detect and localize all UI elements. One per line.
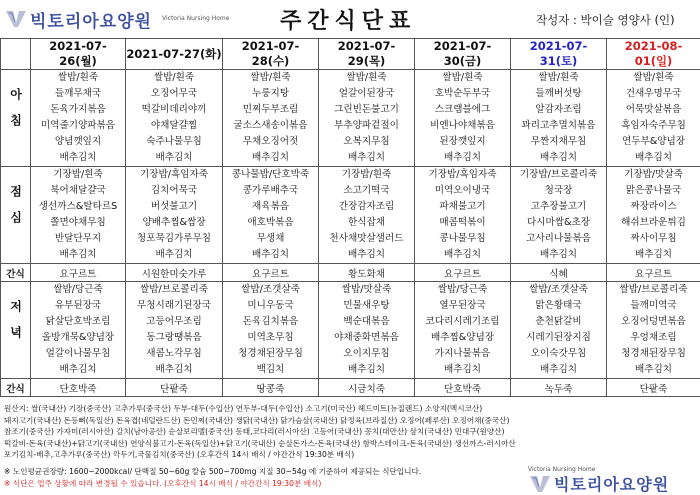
menu-cell — [31, 70, 126, 167]
day-header: 2021-07-27(화) — [126, 39, 223, 70]
menu-item: 오징어무국 — [126, 86, 222, 102]
day-header-saturday: 2021-07-31(토) — [511, 39, 607, 70]
menu-item: 미역초무침 — [223, 330, 318, 346]
menu-item: 배추김치 — [607, 150, 700, 166]
menu-item: 알감자조림 — [511, 102, 606, 118]
menu-table — [0, 38, 700, 397]
menu-item: 가지나물볶음 — [415, 346, 510, 362]
snack-cell: 요구르트 — [223, 264, 319, 282]
menu-item: 배추김치 — [31, 362, 125, 378]
menu-item: 기장밥/흑임자죽 — [415, 167, 510, 183]
menu-item: 기장밥/흰죽 — [31, 167, 125, 183]
menu-item: 콩나물무침 — [415, 231, 510, 247]
menu-item: 쌀밥/맛살죽 — [319, 282, 414, 298]
menu-cell — [319, 70, 415, 167]
snack-cell: 시원한미숫가루 — [126, 264, 223, 282]
day-header: 2021-07-28(수) — [223, 39, 319, 70]
menu-item: 천사채맛살샐러드 — [319, 231, 414, 247]
menu-item: 배추김치 — [31, 247, 125, 263]
menu-item: 쌀밥/흰죽 — [126, 70, 222, 86]
menu-item: 돈육가지볶음 — [31, 102, 125, 118]
menu-item: 재육볶음 — [223, 199, 318, 215]
notes — [4, 466, 484, 489]
snack-cell: 단호박죽 — [415, 379, 511, 397]
meal-label-snack: 간식 — [1, 379, 31, 397]
menu-item: 배추김치 — [607, 247, 700, 263]
snack2-row — [1, 379, 700, 397]
menu-item: 꽈리고추멸치볶음 — [511, 118, 606, 134]
menu-item: 쌀밥/조갯살죽 — [223, 282, 318, 298]
snack-cell: 요구르트 — [415, 264, 511, 282]
meal-label-dinner: 저녁 — [1, 282, 31, 379]
menu-item: 돈육김치볶음 — [223, 314, 318, 330]
menu-item: 시레기된장지짐 — [511, 330, 606, 346]
menu-item: 쌀밥/당근죽 — [415, 282, 510, 298]
snack-cell: 단팥죽 — [607, 379, 700, 397]
menu-item: 배추김치 — [319, 247, 414, 263]
logo — [4, 5, 244, 33]
menu-item: 배추김치 — [126, 362, 222, 378]
menu-item: 해쉬브라운튀김 — [607, 215, 700, 231]
menu-cell — [223, 70, 319, 167]
snack-cell: 황도화채 — [319, 264, 415, 282]
menu-item: 들깨무채국 — [31, 86, 125, 102]
menu-item: 짜장라이스 — [607, 199, 700, 215]
menu-item: 애호박볶음 — [223, 215, 318, 231]
menu-item: 고사리나물볶음 — [511, 231, 606, 247]
origin-line: 원산지: 쌀(국내산) 기장(중국산) 고추가루(중국산) 두부-대두(수입산) 연두부-대두(수입산) 소고기(미국산) 헤드미트(뉴질랜드) 소양지(멕시코산) — [4, 403, 696, 415]
menu-item: 동그랑땡볶음 — [126, 330, 222, 346]
change-note: ※ 식단은 업주 상황에 따라 변경될 수 있습니다. (오후간식 14시 배식 / 야간간식 19:30분 배식) — [4, 478, 484, 490]
snack-cell: 시금치죽 — [319, 379, 415, 397]
menu-item: 생선까스&탈타르S — [31, 199, 125, 215]
snack1-row — [1, 264, 700, 282]
menu-cell — [319, 282, 415, 379]
menu-item: 민찌두부조림 — [223, 102, 318, 118]
menu-item: 매콤떡볶이 — [415, 215, 510, 231]
menu-item: 스크램블에그 — [415, 102, 510, 118]
menu-item: 누룽지탕 — [223, 86, 318, 102]
menu-item: 연두부&양념장 — [607, 134, 700, 150]
menu-item: 오복지무침 — [319, 134, 414, 150]
lunch-row — [1, 167, 700, 264]
menu-cell — [223, 167, 319, 264]
menu-cell — [126, 167, 223, 264]
menu-item: 쌀밥/흰죽 — [319, 70, 414, 86]
snack-cell: 요구르트 — [31, 264, 126, 282]
menu-cell — [415, 282, 511, 379]
origin-line: 참조기(중국산) 가자미(러시아산) 갈치(남아공산) 순살보리멜(중국산) 동태,코다리(러시아산) 고등어(국내산) 꽁치(대만산) 삼치(국내산) 민대구(원양산) — [4, 426, 696, 438]
corner-cell — [1, 39, 31, 70]
menu-item: 얼갈이된장국 — [319, 86, 414, 102]
logo-icon — [528, 472, 552, 494]
menu-item: 야채중화면볶음 — [319, 330, 414, 346]
menu-item: 춘천닭갈비 — [511, 314, 606, 330]
menu-item: 무짠지채무침 — [511, 134, 606, 150]
menu-item: 유부된장국 — [31, 298, 125, 314]
menu-item: 기장밥/맛살죽 — [607, 167, 700, 183]
menu-item: 배추김치 — [126, 247, 222, 263]
menu-item: 다시마쌈&초장 — [511, 215, 606, 231]
menu-item: 쌀밥/당근죽 — [31, 282, 125, 298]
menu-item: 청국장 — [511, 183, 606, 199]
menu-item: 들깨미역국 — [607, 298, 700, 314]
menu-cell — [607, 70, 700, 167]
menu-cell — [126, 70, 223, 167]
menu-item: 무채오징어젓 — [223, 134, 318, 150]
menu-item: 우엉채조림 — [607, 330, 700, 346]
day-header-sunday: 2021-08-01(일) — [607, 39, 700, 70]
menu-item: 호박순두부국 — [415, 86, 510, 102]
snack-cell: 녹두죽 — [511, 379, 607, 397]
menu-cell — [415, 167, 511, 264]
menu-item: 미역줄기양파볶음 — [31, 118, 125, 134]
menu-item: 비엔나야채볶음 — [415, 118, 510, 134]
menu-item: 배추김치 — [511, 247, 606, 263]
menu-item: 얼갈이나물무침 — [31, 346, 125, 362]
origin-line: 돼지고기(국내산) 돈등뼈(독일산) 돈육겹(네덜란드산) 돈민찌(국내산) 생닭(국내산) 닭가슴살(국내산) 닭정육(브라질산) 오징어(페루산) 오징어채(중국산) — [4, 415, 696, 427]
author-line: 작성자 : 박이슬 영양사 (인) — [536, 12, 675, 28]
footer-logo — [528, 466, 698, 492]
menu-item: 배추김치 — [319, 150, 414, 166]
menu-item: 고추장불고기 — [511, 199, 606, 215]
menu-cell — [31, 167, 126, 264]
menu-item: 배추김치 — [31, 150, 125, 166]
snack-cell: 땅콩죽 — [223, 379, 319, 397]
menu-item: 떡갈비데리야끼 — [126, 102, 222, 118]
menu-item: 야채달걀찜 — [126, 118, 222, 134]
menu-item: 무생채 — [223, 231, 318, 247]
logo-name: 빅토리아요양원 — [554, 472, 669, 495]
menu-item: 백순대볶음 — [319, 314, 414, 330]
menu-cell — [511, 70, 607, 167]
menu-item: 배추김치 — [415, 247, 510, 263]
menu-item: 쌀밥/브로콜리죽 — [126, 282, 222, 298]
menu-item: 청경채된장무침 — [607, 346, 700, 362]
menu-item: 기장밥/흑임자죽 — [126, 167, 222, 183]
menu-item: 배추김치 — [126, 150, 222, 166]
menu-item: 배추김치 — [319, 362, 414, 378]
breakfast-row — [1, 70, 700, 167]
snack-cell: 단호박죽 — [31, 379, 126, 397]
menu-item: 고등어무조림 — [126, 314, 222, 330]
menu-item: 배추찜&양념장 — [415, 330, 510, 346]
header — [0, 0, 700, 38]
menu-item: 들깨버섯탕 — [511, 86, 606, 102]
menu-item: 쌀밥/흰죽 — [31, 70, 125, 86]
day-header: 2021-07-29(목) — [319, 39, 415, 70]
menu-item: 콩나물밥/단호박죽 — [223, 167, 318, 183]
logo-subtitle: Victoria Nursing Home — [528, 466, 595, 473]
menu-item: 미니우동국 — [223, 298, 318, 314]
meal-label-snack: 간식 — [1, 264, 31, 282]
menu-item: 된장깻잎지 — [415, 134, 510, 150]
menu-item: 배추김치 — [223, 247, 318, 263]
menu-item: 기장밥/브로콜리죽 — [511, 167, 606, 183]
origin-line: 떡갈비-돈육(국내산)+닭고기(국내산) 연양식불고기-돈육(독일산)+닭고기(국내산) 순살돈가스-돈육(국내산) 함박스테이크-돈육(국내산) 생선까스-러시아산 — [4, 438, 696, 450]
menu-cell — [607, 167, 700, 264]
menu-item: 버섯불고기 — [126, 199, 222, 215]
menu-cell — [607, 282, 700, 379]
snack-cell: 요구르트 — [607, 264, 700, 282]
menu-cell — [511, 282, 607, 379]
menu-item: 무청시래기된장국 — [126, 298, 222, 314]
menu-item: 민물새우탕 — [319, 298, 414, 314]
menu-cell — [511, 167, 607, 264]
menu-item: 쌀밥/흰죽 — [223, 70, 318, 86]
menu-item: 배추김치 — [415, 362, 510, 378]
menu-item: 새콤노각무침 — [126, 346, 222, 362]
menu-item: 백김치 — [223, 362, 318, 378]
menu-cell — [415, 70, 511, 167]
menu-item: 열무된장국 — [415, 298, 510, 314]
menu-item: 코다리시레기조림 — [415, 314, 510, 330]
menu-item: 간장감자조림 — [319, 199, 414, 215]
menu-item: 그린빈돈불고기 — [319, 102, 414, 118]
menu-item: 부추양파겉절이 — [319, 118, 414, 134]
menu-cell — [319, 167, 415, 264]
menu-item: 건새우명무국 — [607, 86, 700, 102]
menu-cell — [223, 282, 319, 379]
menu-item: 미역오이냉국 — [415, 183, 510, 199]
menu-item: 오이지무침 — [319, 346, 414, 362]
menu-item: 올방개묵&양념장 — [31, 330, 125, 346]
menu-item: 어묵맛살볶음 — [607, 102, 700, 118]
menu-cell — [126, 282, 223, 379]
menu-item: 굴소스새송이볶음 — [223, 118, 318, 134]
menu-item: 쫄면야채무침 — [31, 215, 125, 231]
menu-item: 북어채달걀국 — [31, 183, 125, 199]
menu-item: 쌀밥/흰죽 — [511, 70, 606, 86]
origin-line: 포기김치-배추,고추가루(중국산) 깍두기,국물김치(중국산) (오후간식 14시 배식 / 야간간식 19:30분 배식) — [4, 449, 696, 461]
date-header-row — [1, 39, 700, 70]
menu-item: 양념깻잎지 — [31, 134, 125, 150]
menu-item: 오이숙갓무침 — [511, 346, 606, 362]
menu-item: 닭살단호박조림 — [31, 314, 125, 330]
logo-icon — [4, 7, 28, 29]
menu-item: 한식잡채 — [319, 215, 414, 231]
menu-item: 반달단무지 — [31, 231, 125, 247]
page-title: 주간식단표 — [280, 4, 416, 35]
menu-item: 쌀밥/흰죽 — [415, 70, 510, 86]
day-header: 2021-07-30(금) — [415, 39, 511, 70]
menu-item: 배추김치 — [511, 362, 606, 378]
menu-item: 배추김치 — [607, 362, 700, 378]
menu-item: 배추김치 — [223, 150, 318, 166]
logo-subtitle: Victoria Nursing Home — [162, 15, 229, 22]
menu-item: 콩가루배추국 — [223, 183, 318, 199]
menu-item: 흑임자숙주무침 — [607, 118, 700, 134]
menu-item: 기장밥/흰죽 — [319, 167, 414, 183]
menu-item: 파채불고기 — [415, 199, 510, 215]
menu-item: 오징어덩면볶음 — [607, 314, 700, 330]
meal-label-lunch: 점심 — [1, 167, 31, 264]
snack-cell: 단팥죽 — [126, 379, 223, 397]
menu-item: 쌀밥/조갯살죽 — [511, 282, 606, 298]
menu-item: 청포묵김가루무침 — [126, 231, 222, 247]
menu-item: 배추김치 — [415, 150, 510, 166]
snack-cell: 식혜 — [511, 264, 607, 282]
origin-info — [4, 403, 696, 461]
dinner-row — [1, 282, 700, 379]
menu-item: 청경채된장무침 — [223, 346, 318, 362]
menu-item: 배추김치 — [511, 150, 606, 166]
menu-item: 김치어묵국 — [126, 183, 222, 199]
nutrition-note: ※ 노인평균권장량: 1600~2000kcal/ 단백질 50~60g 칼슘 500~700mg 지질 30~54g 에 기준하여 제공되는 식단입니다. — [4, 466, 484, 478]
menu-item: 쌀밥/흰죽 — [607, 70, 700, 86]
day-header: 2021-07-26(월) — [31, 39, 126, 70]
menu-item: 소고기떡국 — [319, 183, 414, 199]
menu-item: 양배추찜&쌈장 — [126, 215, 222, 231]
menu-item: 맑은콩나물국 — [607, 183, 700, 199]
menu-item: 쌀밥/브로콜리죽 — [607, 282, 700, 298]
menu-item: 숙주나물무침 — [126, 134, 222, 150]
menu-item: 맑은황태국 — [511, 298, 606, 314]
logo-name: 빅토리아요양원 — [30, 7, 152, 32]
meal-label-breakfast: 아침 — [1, 70, 31, 167]
menu-cell — [31, 282, 126, 379]
menu-item: 짜사이무침 — [607, 231, 700, 247]
